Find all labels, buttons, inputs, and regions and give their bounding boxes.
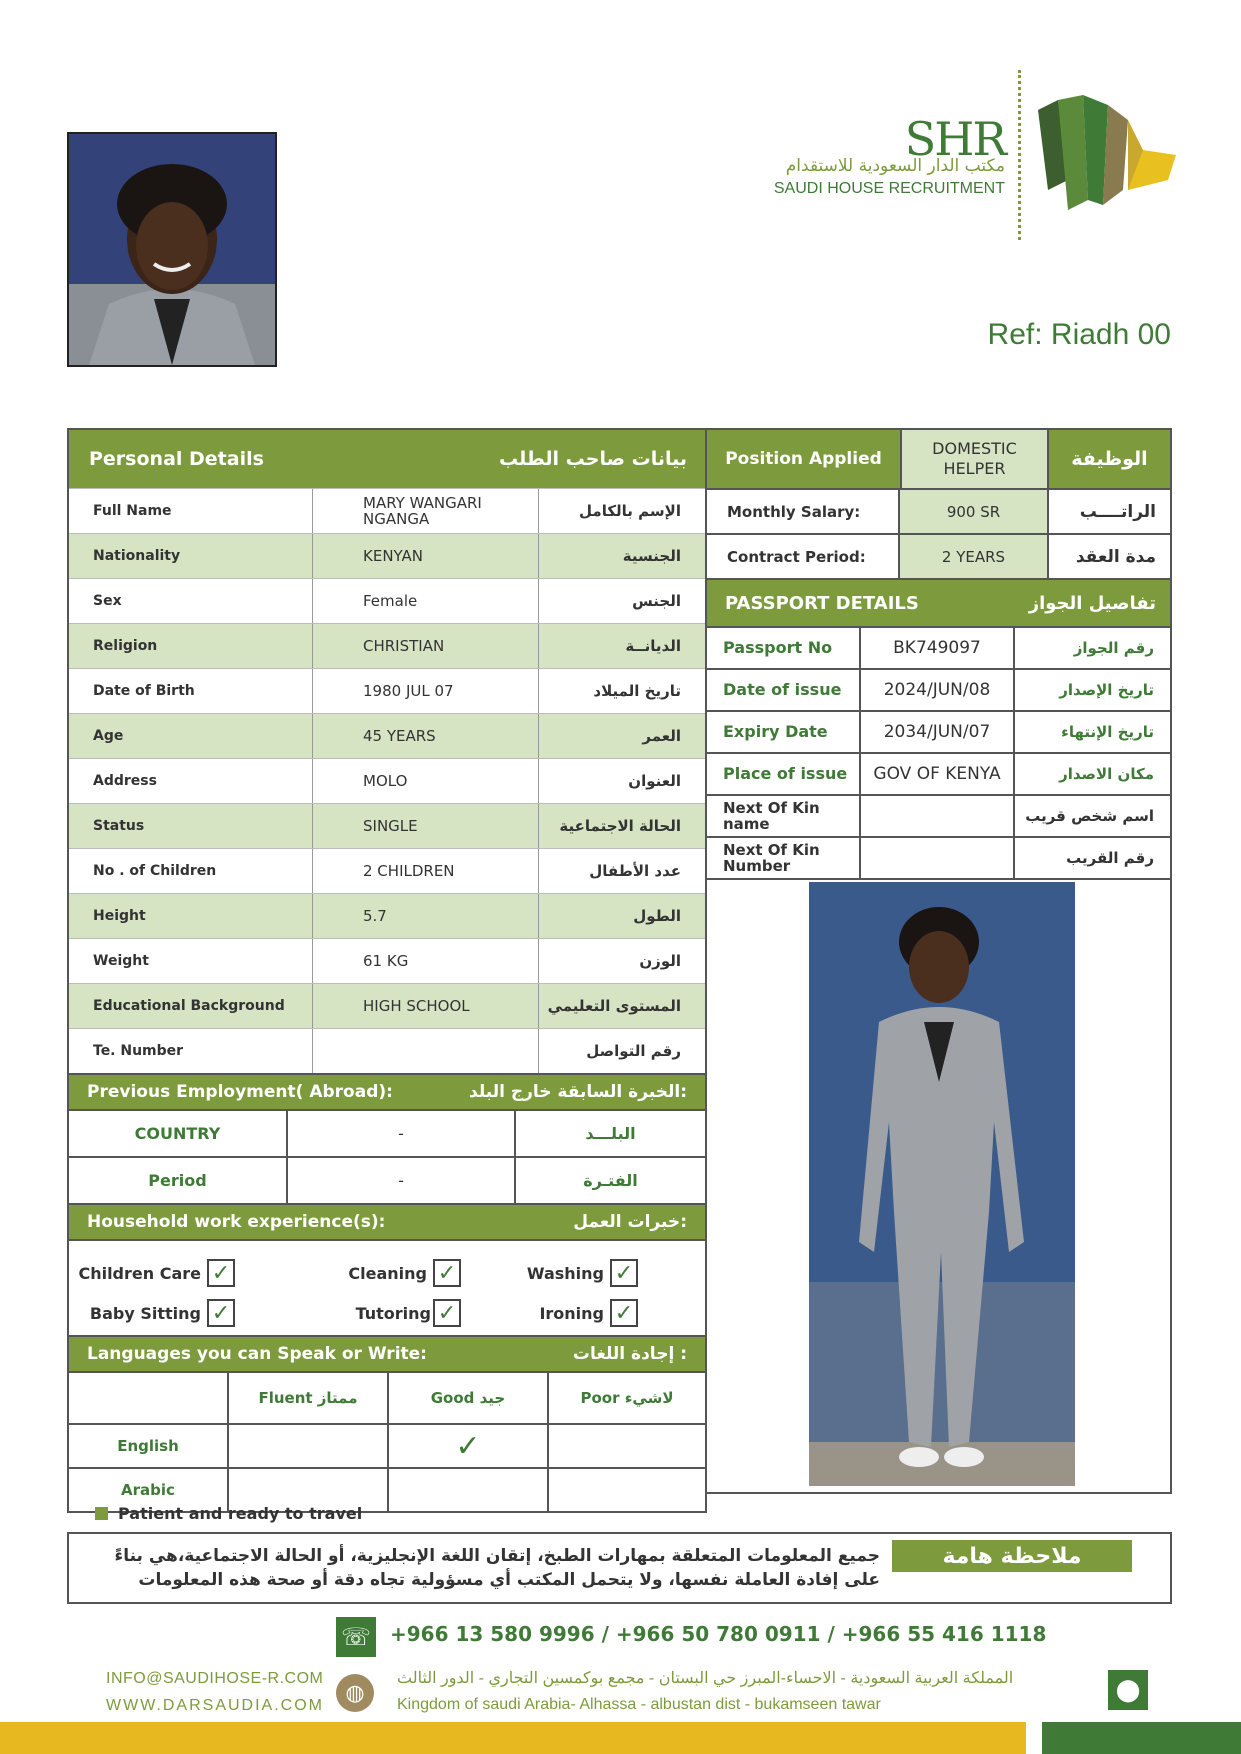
- field-label: Next Of Kin name: [707, 796, 861, 836]
- field-value: BK749097: [861, 628, 1015, 668]
- personal-row: [69, 758, 705, 803]
- personal-row: [69, 938, 705, 983]
- language-row: [69, 1423, 705, 1467]
- salary-value: 900 SR: [900, 490, 1049, 533]
- field-value: 45 YEARS: [313, 714, 539, 758]
- address-ar: المملكة العربية السعودية - الاحساء-المبرز حي البستان - مجمع بوكمسين التجاري - الدور الثالث: [397, 1670, 1014, 1687]
- language-name: English: [69, 1425, 229, 1467]
- position-value: DOMESTIC HELPER: [900, 430, 1049, 488]
- household-item: Cleaning ✓: [235, 1259, 461, 1287]
- previous-employment-row: [69, 1109, 705, 1156]
- household-item: Baby Sitting ✓: [69, 1299, 235, 1327]
- field-label: Nationality: [69, 534, 313, 578]
- personal-row: [69, 1028, 705, 1073]
- applicant-full-body-photo: [809, 882, 1075, 1486]
- personal-row: [69, 983, 705, 1028]
- field-label: Period: [69, 1158, 288, 1203]
- level-good: Good جيد: [389, 1373, 549, 1423]
- passport-row: [707, 710, 1170, 752]
- field-label: Place of issue: [707, 754, 861, 794]
- position-label: Position Applied: [707, 430, 900, 488]
- personal-row: [69, 488, 705, 533]
- company-name-ar: مكتب الدار السعودية للاستقدام: [785, 156, 1005, 176]
- field-value: 2024/JUN/08: [861, 670, 1015, 710]
- salary-label: Monthly Salary:: [707, 490, 900, 533]
- field-value: -: [288, 1111, 516, 1156]
- field-label: Height: [69, 894, 313, 938]
- field-label: Next Of Kin Number: [707, 838, 861, 878]
- household-header: [69, 1203, 705, 1239]
- footer-bar-green: [1042, 1722, 1241, 1754]
- passport-title-en: PASSPORT DETAILS: [725, 592, 919, 614]
- passport-title-ar: تفاصيل الجواز: [1028, 592, 1156, 614]
- language-level-cell[interactable]: [549, 1425, 705, 1467]
- personal-row: [69, 668, 705, 713]
- location-pin-icon: ⬤: [1108, 1670, 1148, 1710]
- previous-employment-header: [69, 1073, 705, 1109]
- reference-number: Ref: Riadh 00: [987, 318, 1171, 351]
- field-value: GOV OF KENYA: [861, 754, 1015, 794]
- field-label: Educational Background: [69, 984, 313, 1028]
- personal-rows: [69, 488, 705, 1073]
- globe-icon: ◍: [336, 1674, 374, 1712]
- field-label-ar: الجنس: [632, 592, 681, 610]
- languages-level-header: [69, 1371, 705, 1423]
- contract-label: Contract Period:: [707, 535, 900, 578]
- note-badge: ملاحظة هامة: [892, 1540, 1132, 1572]
- personal-row: [69, 578, 705, 623]
- field-label-ar: الطول: [633, 907, 681, 925]
- salary-row: [707, 488, 1170, 533]
- checkbox[interactable]: ✓: [610, 1299, 638, 1327]
- language-level-cell[interactable]: [389, 1425, 549, 1467]
- language-rows: [69, 1423, 705, 1511]
- field-value: [313, 1029, 539, 1073]
- field-value: 2 CHILDREN: [313, 849, 539, 893]
- address-en: Kingdom of saudi Arabia- Alhassa - albustan dist - bukamseen tawar: [397, 1696, 881, 1713]
- passport-row: [707, 668, 1170, 710]
- level-fluent: Fluent ممتاز: [229, 1373, 389, 1423]
- personal-title-en: Personal Details: [89, 448, 264, 470]
- personal-row: [69, 713, 705, 758]
- position-row: [707, 430, 1170, 488]
- personal-row: [69, 623, 705, 668]
- field-value: 61 KG: [313, 939, 539, 983]
- checkbox[interactable]: ✓: [207, 1259, 235, 1287]
- field-label-ar: الديانــة: [625, 637, 681, 655]
- field-value: MOLO: [313, 759, 539, 803]
- field-label: Full Name: [69, 489, 313, 533]
- phone-icon: ☏: [336, 1617, 376, 1657]
- field-value: 1980 JUL 07: [313, 669, 539, 713]
- field-label-ar: العنوان: [628, 772, 681, 790]
- personal-row: [69, 803, 705, 848]
- field-label-ar: عدد الأطفال: [589, 862, 681, 880]
- note-text: جميع المعلومات المتعلقة بمهارات الطبخ، إتقان اللغة الإنجليزية، أو الحالة الاجتماعية،هي بناءً على إفادة العاملة نفسها، ولا يتحمل المكتب أي مسؤولية تجاه دقة أو صحة هذه المعلومات: [114, 1546, 880, 1590]
- email-link[interactable]: INFO@SAUDIHOSE-R.COM: [106, 1670, 324, 1687]
- field-label-ar: تاريخ الميلاد: [593, 682, 681, 700]
- field-label: COUNTRY: [69, 1111, 288, 1156]
- previous-title-ar: الخبرة السابقة خارج البلد:: [469, 1082, 687, 1102]
- field-value: MARY WANGARI NGANGA: [313, 489, 539, 533]
- household-item: Ironing ✓: [461, 1299, 638, 1327]
- company-logo: [1028, 90, 1178, 220]
- field-value: KENYAN: [313, 534, 539, 578]
- passport-rows: [707, 626, 1170, 878]
- passport-row: [707, 752, 1170, 794]
- field-label-ar: رقم القريب: [1066, 849, 1154, 867]
- field-label: Expiry Date: [707, 712, 861, 752]
- field-label-ar: تاريخ الإنتهاء: [1061, 723, 1154, 741]
- passport-row: [707, 794, 1170, 836]
- languages-title-en: Languages you can Speak or Write:: [87, 1344, 427, 1364]
- field-value: [861, 796, 1015, 836]
- field-label: Sex: [69, 579, 313, 623]
- contract-value: 2 YEARS: [900, 535, 1049, 578]
- checkbox[interactable]: ✓: [433, 1299, 461, 1327]
- field-label: Address: [69, 759, 313, 803]
- field-value: 2034/JUN/07: [861, 712, 1015, 752]
- checkbox[interactable]: ✓: [207, 1299, 235, 1327]
- footer-bar-gold: [0, 1722, 1026, 1754]
- language-name: Arabic: [69, 1469, 229, 1511]
- field-value: SINGLE: [313, 804, 539, 848]
- checkmark-icon: ✓: [455, 1428, 481, 1464]
- household-checklist: [69, 1239, 705, 1335]
- personal-row: [69, 848, 705, 893]
- contract-label-ar: مدة العقد: [1075, 546, 1156, 567]
- checkbox[interactable]: ✓: [610, 1259, 638, 1287]
- level-poor: Poor لاشيء: [580, 1389, 674, 1407]
- field-label-ar: المستوى التعليمي: [547, 997, 681, 1015]
- passport-rows-end: [707, 878, 1170, 880]
- field-label: Age: [69, 714, 313, 758]
- household-item: Children Care ✓: [69, 1259, 235, 1287]
- previous-title-en: Previous Employment( Abroad):: [87, 1082, 393, 1102]
- field-label-ar: رقم التواصل: [586, 1042, 681, 1060]
- passport-header: [707, 578, 1170, 626]
- note-bullet: [95, 1504, 362, 1523]
- language-level-cell[interactable]: [389, 1469, 549, 1511]
- field-label-ar: الوزن: [639, 952, 681, 970]
- field-value: [861, 838, 1015, 878]
- field-value: CHRISTIAN: [313, 624, 539, 668]
- household-item: Tutoring ✓: [235, 1299, 461, 1327]
- languages-header: [69, 1335, 705, 1371]
- field-label-ar: الإسم بالكامل: [579, 502, 681, 520]
- website-link[interactable]: WWW.DARSAUDIA.COM: [106, 1697, 324, 1714]
- passport-row: [707, 626, 1170, 668]
- language-level-cell[interactable]: [229, 1425, 389, 1467]
- personal-details-section: [67, 428, 707, 1513]
- household-item: Washing ✓: [461, 1259, 638, 1287]
- field-label: Passport No: [707, 628, 861, 668]
- household-title-ar: خبرات العمل:: [573, 1212, 687, 1232]
- field-label: No . of Children: [69, 849, 313, 893]
- field-label: Te. Number: [69, 1029, 313, 1073]
- personal-details-header: [69, 430, 705, 488]
- personal-row: [69, 533, 705, 578]
- applicant-portrait-photo: [67, 132, 277, 367]
- personal-title-ar: بيانات صاحب الطلب: [499, 448, 687, 470]
- household-title-en: Household work experience(s):: [87, 1212, 386, 1232]
- field-label-ar: الحالة الاجتماعية: [559, 817, 681, 835]
- passport-row: [707, 836, 1170, 878]
- field-label-ar: مكان الاصدار: [1059, 765, 1154, 783]
- field-label: Religion: [69, 624, 313, 668]
- company-name-en: SAUDI HOUSE RECRUITMENT: [773, 180, 1005, 197]
- languages-title-ar: إجادة اللغات :: [572, 1344, 687, 1364]
- personal-row: [69, 893, 705, 938]
- logo-monogram: SHR: [904, 112, 1005, 166]
- checkbox[interactable]: ✓: [433, 1259, 461, 1287]
- field-label-ar: رقم الجواز: [1073, 639, 1154, 657]
- previous-employment-row: [69, 1156, 705, 1203]
- field-label: Date of Birth: [69, 669, 313, 713]
- field-value: 5.7: [313, 894, 539, 938]
- field-label-ar: الفتـرة: [583, 1171, 638, 1190]
- field-label: Date of issue: [707, 670, 861, 710]
- field-label-ar: اسم شخص قريب: [1025, 807, 1154, 825]
- field-value: Female: [313, 579, 539, 623]
- field-label: Status: [69, 804, 313, 848]
- contract-row: [707, 533, 1170, 578]
- phone-numbers[interactable]: +966 13 580 9996 / +966 50 780 0911 / +966 55 416 1118: [390, 1622, 1047, 1646]
- field-value: HIGH SCHOOL: [313, 984, 539, 1028]
- position-label-ar: الوظيفة: [1049, 430, 1170, 488]
- salary-label-ar: الراتــــب: [1079, 501, 1156, 522]
- field-label-ar: العمر: [642, 727, 681, 745]
- language-level-cell[interactable]: [549, 1469, 705, 1511]
- field-label-ar: البلـــد: [585, 1124, 636, 1143]
- logo-divider: [1018, 70, 1023, 240]
- field-label: Weight: [69, 939, 313, 983]
- important-note-box: [67, 1532, 1172, 1604]
- note-bullet-text: Patient and ready to travel: [118, 1504, 363, 1523]
- field-label-ar: الجنسية: [622, 547, 681, 565]
- previous-employment-rows: [69, 1109, 705, 1203]
- square-bullet-icon: [95, 1507, 108, 1520]
- field-label-ar: تاريخ الإصدار: [1059, 681, 1154, 699]
- field-value: -: [288, 1158, 516, 1203]
